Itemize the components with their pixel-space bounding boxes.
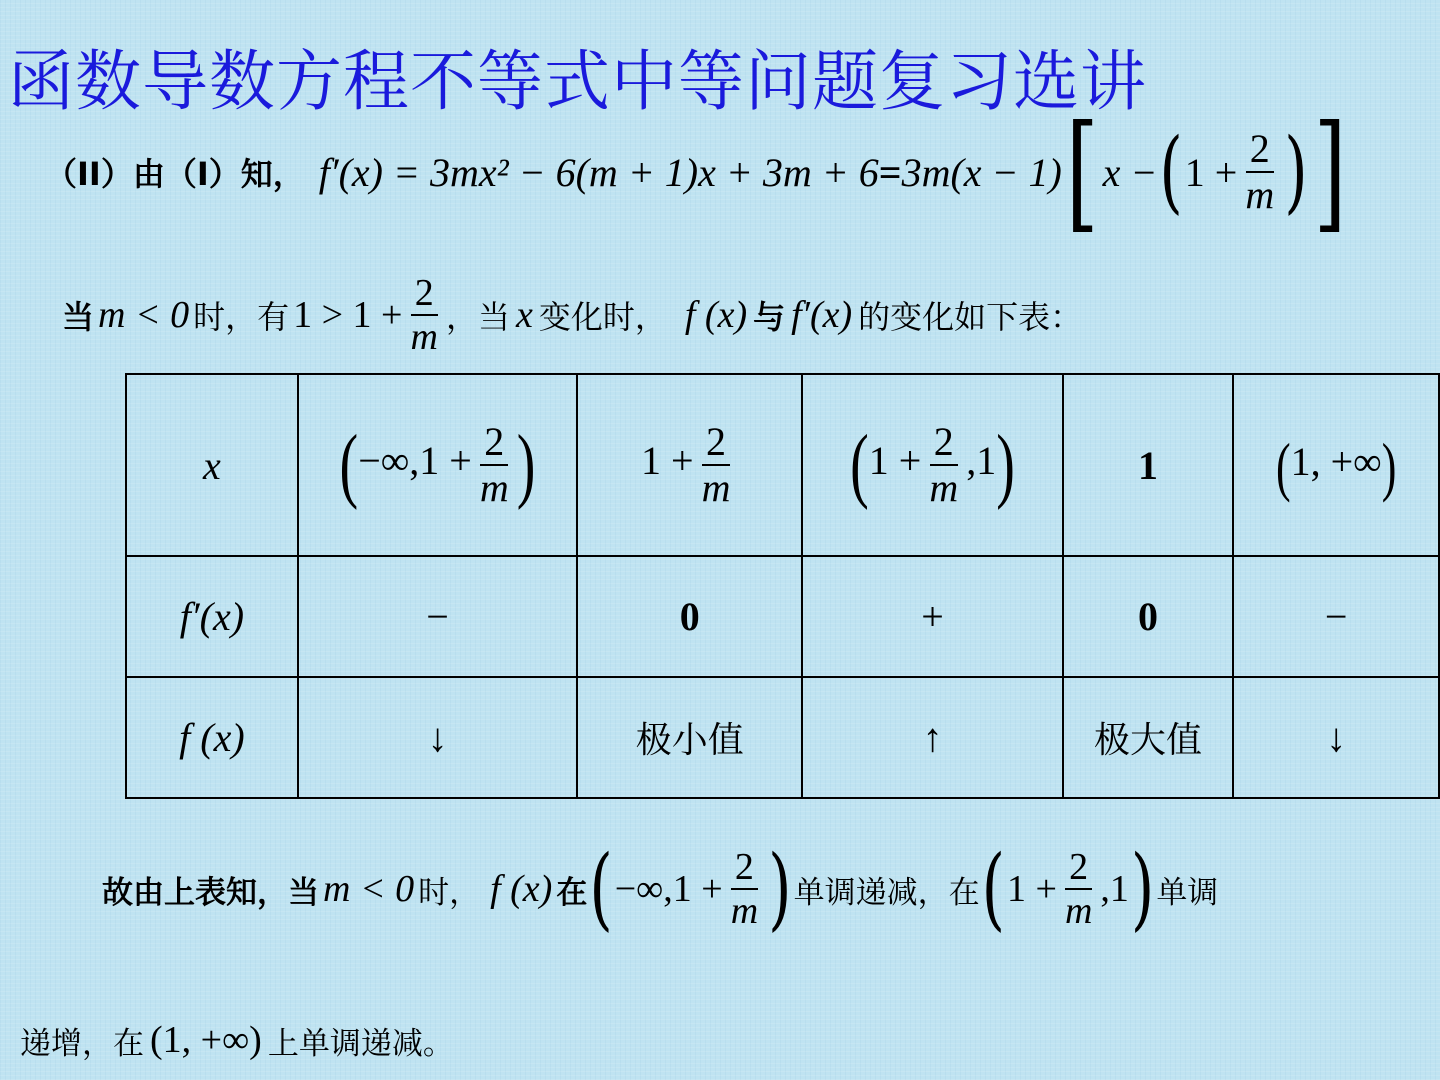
text-varies: 变化时， bbox=[538, 297, 667, 336]
fraction-2-over-m bbox=[727, 848, 762, 930]
right-paren: ) bbox=[1381, 429, 1397, 503]
factored-part: 3m(x − 1) bbox=[901, 149, 1062, 195]
fraction-denominator: m bbox=[479, 465, 509, 510]
sign-cell-3: + bbox=[802, 556, 1062, 677]
point-text: 1 + bbox=[641, 438, 694, 484]
header-f-prime: f′(x) bbox=[126, 556, 298, 677]
sign-cell-4: 0 bbox=[1063, 556, 1234, 677]
text-when: 当 bbox=[62, 297, 95, 336]
decreasing-arrow-icon: ↓ bbox=[298, 677, 577, 798]
derivative-expression: f′(x) = 3mx² − 6(m + 1)x + 3m + 6 bbox=[318, 149, 879, 195]
sign-cell-5: − bbox=[1233, 556, 1439, 677]
derivative-line bbox=[45, 98, 1350, 246]
interval-text: −∞,1 + bbox=[358, 438, 472, 484]
fraction-2-over-m bbox=[925, 419, 962, 510]
left-paren: ( bbox=[850, 418, 869, 512]
text-table-follows: 的变化如下表： bbox=[858, 297, 1083, 336]
interval-text: 1 + bbox=[868, 438, 922, 484]
fraction-2-over-m bbox=[1241, 126, 1278, 217]
text-then-have: 时，有 bbox=[193, 297, 290, 336]
fraction-denominator: m bbox=[730, 890, 759, 932]
inequality: 1 > 1 + bbox=[293, 293, 403, 336]
cell-point-1 bbox=[577, 374, 802, 556]
local-max-cell: 极大值 bbox=[1063, 677, 1234, 798]
final-line bbox=[20, 1010, 454, 1070]
cell-point-2: 1 bbox=[1063, 374, 1234, 556]
increasing-arrow-icon: ↑ bbox=[802, 677, 1062, 798]
fraction-numerator: 2 bbox=[930, 422, 958, 466]
local-min-cell: 极小值 bbox=[577, 677, 802, 798]
fraction-numerator: 2 bbox=[411, 274, 438, 316]
equals-sign: = bbox=[878, 149, 902, 195]
fraction-2-over-m bbox=[407, 271, 442, 358]
text-then: 时， bbox=[418, 874, 481, 911]
right-paren: ) bbox=[768, 836, 792, 942]
bracket-term: x − bbox=[1102, 149, 1158, 195]
fraction-numerator: 2 bbox=[731, 848, 758, 890]
fraction-numerator: 2 bbox=[1246, 129, 1274, 173]
interval-end: ,1 bbox=[1100, 868, 1129, 910]
variable-x: x bbox=[515, 293, 533, 336]
text-on: 在 bbox=[556, 874, 588, 911]
sign-cell-1: − bbox=[298, 556, 577, 677]
interval-text: −∞,1 + bbox=[614, 868, 723, 910]
function-f-prime: f′(x) bbox=[791, 293, 853, 336]
cell-interval-3 bbox=[1233, 374, 1439, 556]
interval-text: 1 + bbox=[1007, 868, 1057, 910]
text-when-2: ，当 bbox=[445, 297, 510, 336]
header-f: f (x) bbox=[126, 677, 298, 798]
right-paren: ) bbox=[1284, 119, 1308, 225]
condition-line bbox=[62, 262, 1082, 367]
fraction-denominator: m bbox=[1064, 890, 1093, 932]
fraction-2-over-m bbox=[698, 419, 735, 510]
condition-m-negative: m < 0 bbox=[323, 868, 415, 910]
cell-interval-2 bbox=[802, 374, 1062, 556]
interval-end: ,1 bbox=[966, 438, 997, 484]
text-and: 与 bbox=[753, 297, 786, 336]
right-paren: ) bbox=[1130, 836, 1155, 942]
table-row-f bbox=[126, 677, 1439, 798]
left-paren: ( bbox=[339, 418, 359, 512]
interval-1-infinity: (1, +∞) bbox=[150, 1019, 262, 1061]
fraction-denominator: m bbox=[1245, 172, 1275, 217]
left-bracket: [ bbox=[1065, 98, 1099, 246]
paren-term: 1 + bbox=[1184, 149, 1238, 195]
fraction-denominator: m bbox=[410, 315, 438, 358]
function-f: f (x) bbox=[684, 293, 748, 336]
slide-title: 函数导数方程不等式中等问题复习选讲 bbox=[8, 43, 1147, 120]
fraction-numerator: 2 bbox=[702, 422, 730, 466]
decreasing-arrow-icon: ↓ bbox=[1233, 677, 1439, 798]
right-paren: ) bbox=[516, 418, 536, 512]
right-paren: ) bbox=[996, 418, 1015, 512]
conclusion-line bbox=[102, 830, 1218, 948]
fraction-numerator: 2 bbox=[1065, 848, 1092, 890]
condition-m-negative: m < 0 bbox=[98, 293, 190, 336]
text-decreasing-end: 上单调递减。 bbox=[267, 1025, 454, 1062]
given-prefix: （II）由（I）知， bbox=[45, 155, 305, 193]
text-conclusion: 故由上表知，当 bbox=[102, 874, 319, 911]
variation-table bbox=[125, 373, 1440, 799]
left-paren: ( bbox=[589, 836, 613, 942]
cell-interval-1 bbox=[298, 374, 577, 556]
left-paren: ( bbox=[981, 836, 1005, 942]
sign-cell-2: 0 bbox=[577, 556, 802, 677]
fraction-2-over-m bbox=[1061, 848, 1096, 930]
table-row-x bbox=[126, 374, 1439, 556]
fraction-denominator: m bbox=[929, 465, 959, 510]
text-increasing-on: 递增，在 bbox=[20, 1025, 144, 1062]
header-x: x bbox=[126, 374, 298, 556]
text-decreasing-on: 单调递减，在 bbox=[793, 874, 980, 911]
left-paren: ( bbox=[1275, 429, 1291, 503]
function-f: f (x) bbox=[490, 868, 553, 910]
table-row-f-prime bbox=[126, 556, 1439, 677]
left-paren: ( bbox=[1159, 119, 1183, 225]
right-bracket: ] bbox=[1313, 98, 1347, 246]
text-monotone: 单调 bbox=[1156, 874, 1219, 911]
interval-text: 1, +∞ bbox=[1290, 439, 1382, 485]
fraction-denominator: m bbox=[701, 465, 731, 510]
fraction-2-over-m bbox=[476, 419, 513, 510]
fraction-numerator: 2 bbox=[480, 422, 508, 466]
